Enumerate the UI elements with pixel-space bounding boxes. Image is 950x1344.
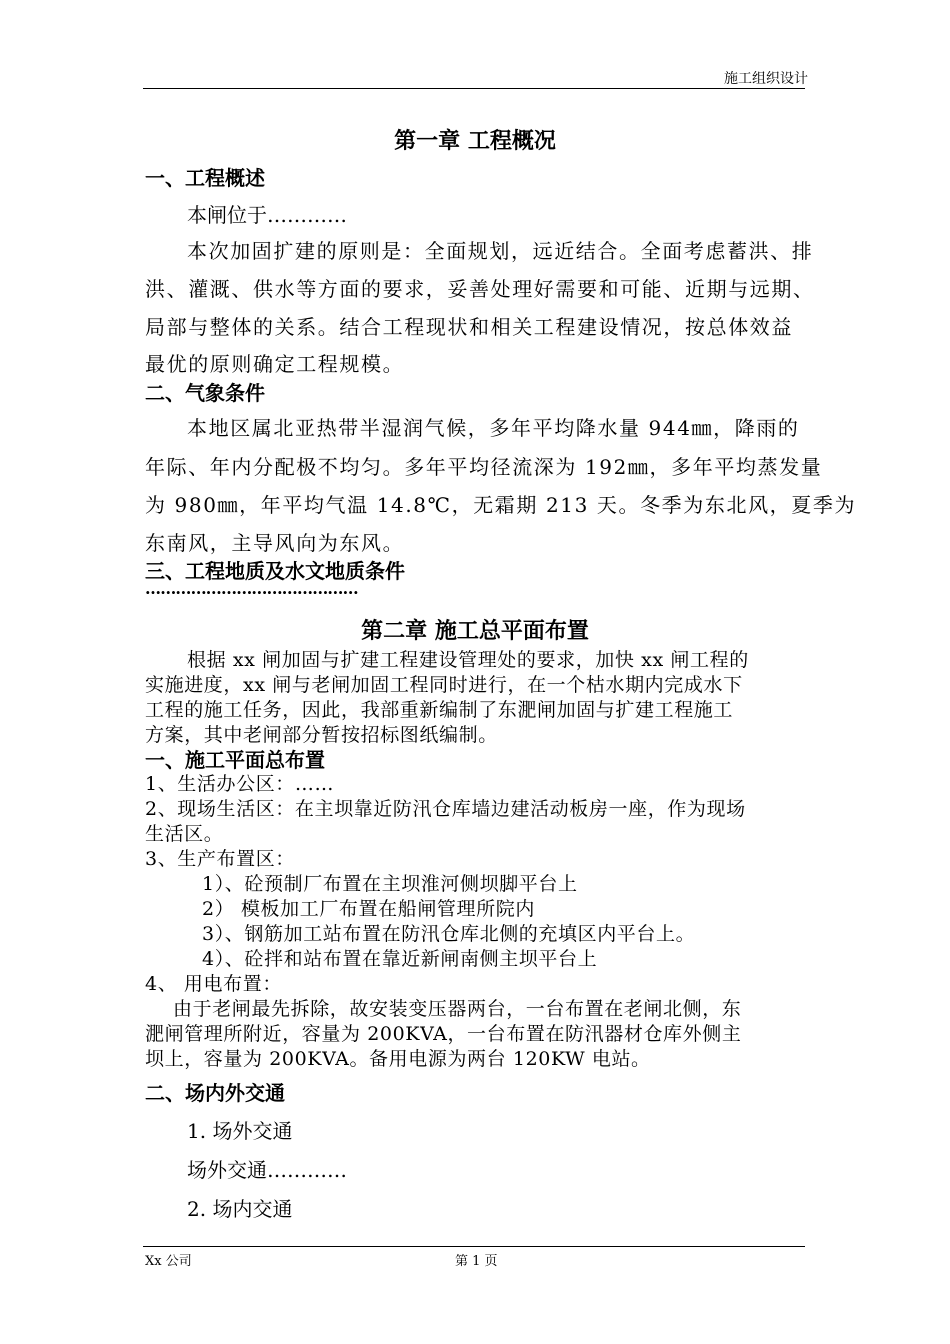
footer-page-number: 第 1 页 bbox=[455, 1254, 498, 1269]
ch2-sec2-line: 1. 场外交通 bbox=[187, 1119, 293, 1143]
ch1-sec2-heading: 二、气象条件 bbox=[145, 381, 265, 405]
ch2-intro-line: 工程的施工任务，因此，我部重新编制了东淝闸加固与扩建工程施工 bbox=[145, 699, 734, 721]
ch2-sec2-line: 场外交通………… bbox=[187, 1158, 347, 1182]
ch1-sec3-dots: …………………………………… bbox=[145, 579, 358, 598]
ch2-sub-item: 4）、砼拌和站布置在靠近新闸南侧主坝平台上 bbox=[202, 948, 598, 970]
page-header-text: 施工组织设计 bbox=[724, 71, 808, 87]
ch1-sec1-para-line: 本次加固扩建的原则是：全面规划，远近结合。全面考虑蓄洪、排 bbox=[187, 239, 814, 263]
ch1-sec1-heading: 一、工程概述 bbox=[145, 166, 265, 190]
ch2-item2-line: 生活区。 bbox=[145, 823, 224, 845]
chapter1-title: 第一章 工程概况 bbox=[394, 128, 556, 154]
ch1-sec1-line: 本闸位于………… bbox=[187, 203, 347, 227]
ch1-sec2-para-line: 年际、年内分配极不均匀。多年平均径流深为 192㎜，多年平均蒸发量 bbox=[145, 455, 823, 479]
ch2-intro-line: 实施进度，xx 闸与老闸加固工程同时进行，在一个枯水期内完成水下 bbox=[145, 674, 743, 696]
ch2-sub-item: 3）、钢筋加工站布置在防汛仓库北侧的充填区内平台上。 bbox=[202, 923, 696, 945]
ch2-item3: 3、生产布置区： bbox=[145, 848, 295, 870]
ch2-sec1-heading: 一、施工平面总布置 bbox=[145, 748, 325, 772]
ch1-sec2-para-line: 本地区属北亚热带半湿润气候，多年平均降水量 944㎜，降雨的 bbox=[187, 416, 800, 440]
ch2-item1: 1、生活办公区：…… bbox=[145, 773, 335, 795]
ch2-item4: 4、 用电布置： bbox=[145, 973, 282, 995]
ch2-power-line: 淝闸管理所附近，容量为 200KVA，一台布置在防汛器材仓库外侧主 bbox=[145, 1023, 742, 1045]
ch2-sub-item: 2） 模板加工厂布置在船闸管理所院内 bbox=[202, 898, 535, 920]
footer-company: Xx 公司 bbox=[145, 1254, 192, 1269]
ch1-sec2-para-line: 为 980㎜，年平均气温 14.8℃，无霜期 213 天。冬季为东北风，夏季为 bbox=[145, 493, 857, 517]
footer-rule bbox=[143, 1246, 805, 1247]
ch1-sec1-para-line: 最优的原则确定工程规模。 bbox=[145, 352, 405, 376]
ch2-sub-item: 1）、砼预制厂布置在主坝淮河侧坝脚平台上 bbox=[202, 873, 578, 895]
ch1-sec1-para-line: 局部与整体的关系。结合工程现状和相关工程建设情况，按总体效益 bbox=[145, 315, 793, 339]
chapter2-title: 第二章 施工总平面布置 bbox=[361, 618, 589, 644]
ch1-sec1-para-line: 洪、灌溉、供水等方面的要求，妥善处理好需要和可能、近期与远期、 bbox=[145, 277, 815, 301]
ch2-power-line: 坝上，容量为 200KVA。备用电源为两台 120KW 电站。 bbox=[145, 1048, 651, 1070]
ch2-intro-line: 方案，其中老闸部分暂按招标图纸编制。 bbox=[145, 724, 498, 746]
ch2-sec2-heading: 二、场内外交通 bbox=[145, 1081, 285, 1105]
ch2-item2-line: 2、现场生活区：在主坝靠近防汛仓库墙边建活动板房一座，作为现场 bbox=[145, 798, 746, 820]
ch2-power-line: 由于老闸最先拆除，故安装变压器两台，一台布置在老闸北侧，东 bbox=[173, 998, 742, 1020]
ch1-sec3-heading: 三、工程地质及水文地质条件 bbox=[145, 559, 405, 583]
header-rule bbox=[143, 88, 805, 89]
ch2-intro-line: 根据 xx 闸加固与扩建工程建设管理处的要求，加快 xx 闸工程的 bbox=[187, 649, 749, 671]
ch2-sec2-line: 2. 场内交通 bbox=[187, 1197, 293, 1221]
ch1-sec2-para-line: 东南风，主导风向为东风。 bbox=[145, 531, 405, 555]
